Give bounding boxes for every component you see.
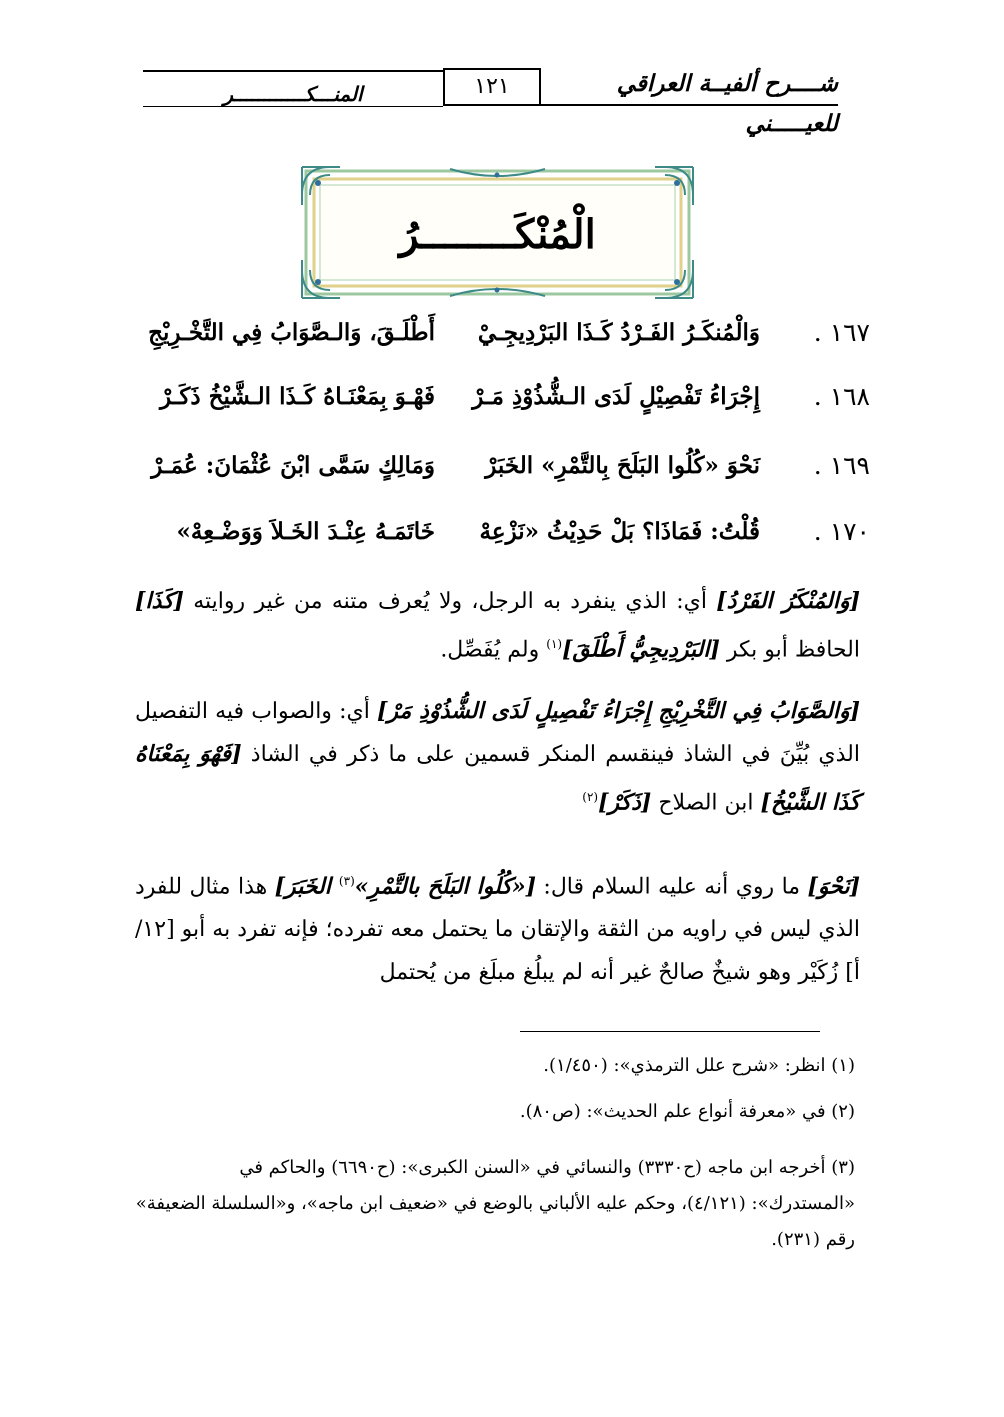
commentary-paragraph-1: [135, 580, 860, 671]
verse-line: [110, 372, 870, 422]
verse-first-hemistich: نَحْوَ «كُلُوا البَلَحَ بِالتَّمْرِ» الخَبَرْ: [485, 452, 760, 479]
chapter-title-frame: [300, 165, 695, 300]
footnote-separator: [520, 1031, 820, 1032]
verse-number: ١٦٧ .: [813, 318, 870, 347]
quoted-text: الخَبَرَ]: [274, 873, 339, 900]
footnote-ref: (٣): [338, 874, 355, 888]
commentary-text: أي: الذي ينفرد به الرجل، ولا يُعرف متنه من غير روايته: [183, 589, 717, 614]
quoted-text: [ذَكَرْ]: [598, 789, 652, 816]
commentary-text: أي: والصواب فيه التفصيل الذي بُيِّنَ في الشاذ فينقسم المنكر قسمين على ما ذكر في الشاذ: [135, 699, 860, 767]
verse-line: [110, 507, 870, 557]
commentary-text: الحافظ أبو بكر: [719, 637, 860, 663]
commentary-text: ولم يُفَصِّل.: [440, 637, 547, 663]
verse-line: [110, 308, 870, 358]
commentary-text: ابن الصلاح: [651, 790, 761, 816]
running-header-chapter: المنـــكــــــــــــر: [143, 70, 443, 107]
verse-second-hemistich: أَطْلَـقَ، وَالـصَّوَابُ فِي التَّخْـرِيْجِ: [148, 319, 435, 346]
commentary-text: هذا مثال للفرد الذي ليس في راويه من الثقة والإتقان ما يحتمل معه تفرده؛ فإنه تفرد به أبو [١٢/أ] زُكَيْر وهو شيخٌ صالحٌ غير أنه لم يبلُغ مبلَغ من يُحتمل: [135, 874, 860, 986]
footnote-1: (١) انظر: «شرح علل الترمذي»: (١/٤٥٠).: [543, 1055, 855, 1076]
commentary-paragraph-2: [135, 690, 860, 824]
verse-second-hemistich: فَهْـوَ بِمَعْنَـاهُ كَـذَا الـشَّيْخُ ذَكَـرْ: [160, 383, 435, 410]
quoted-text: [وَالصَّوَابُ فِي التَّخْرِيْجِ إِجْرَاءُ تَفْصِيلٍ لَدَى الشُّذُوْذِ مَرْ]: [377, 698, 860, 724]
footnote-2: (٢) في «معرفة أنواع علم الحديث»: (ص٨٠).: [519, 1101, 855, 1122]
footnote-3: (٣) أخرجه ابن ماجه (ح٣٣٣٠) والنسائي في «السنن الكبرى»: (ح٦٦٩٠) والحاكم في «المستدرك»: (٤/١٢١)، وحكم عليه الألباني بالوضع في «ضعيف ابن ماجه»، و«السلسلة الضعيفة» رقم (٢٣١).: [135, 1157, 855, 1250]
footnote-ref: (٢): [582, 790, 599, 804]
verse-second-hemistich: وَمَالِكٍ سَمَّى ابْنَ عُثْمَانَ: عُمَـرْ: [151, 452, 435, 479]
verse-first-hemistich: إِجْرَاءُ تَفْصِيْلٍ لَدَى الـشُّذُوْذِ مَـرْ: [472, 383, 760, 410]
verse-first-hemistich: قُلْتُ: فَمَاذَا؟ بَلْ حَدِيْثُ «نَزْعِهْ: [479, 518, 760, 545]
verse-number: ١٦٩ .: [813, 451, 870, 480]
verse-number: ١٦٨ .: [813, 382, 870, 411]
quoted-text: [وَالمُنْكَرُ الفَرْدُ]: [716, 588, 860, 614]
commentary-text: ما روي أنه عليه السلام قال:: [536, 874, 808, 900]
verse-first-hemistich: وَالْمُنكَـرُ الفَـرْدُ كَـذَا البَرْدِيجِـيْ: [477, 319, 760, 346]
quoted-text: [«كُلُوا البَلَحَ بالتَّمْرِ»: [354, 873, 536, 900]
chapter-title: الْمُنْكَــــــــرُ: [399, 211, 596, 258]
verse-line: [110, 441, 870, 491]
quoted-text: [فَهْوَ بِمَعْنَاهُ كَذَا الشَّيْخُ]: [135, 741, 860, 816]
verse-second-hemistich: خَاتَمَـهُ عِنْـدَ الخَـلاَ وَوَضْـعِهْ»: [176, 518, 435, 545]
footnote-ref: (١): [546, 637, 563, 651]
commentary-paragraph-3: [135, 860, 860, 994]
verse-number: ١٧٠ .: [813, 517, 870, 546]
running-header-book-title: شــــرح ألفيــة العراقي للعيـــــني: [538, 64, 838, 106]
quoted-text: [كَذَا]: [135, 588, 184, 614]
quoted-text: [نَحْوَ]: [807, 873, 860, 900]
quoted-text: [البَرْدِيجِيُّ أَطْلَقَ]: [562, 636, 720, 663]
page-number: ١٢١: [443, 68, 541, 106]
